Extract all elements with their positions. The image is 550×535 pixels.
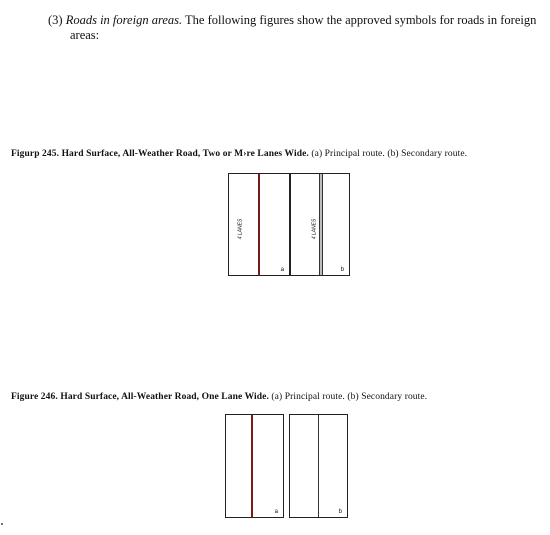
figure-246-panel-a [225, 414, 284, 518]
paragraph-text: The following figures show the approved symbols for roads in foreign [185, 13, 537, 27]
panel-tag-b: b [338, 509, 342, 515]
figure-246-panel-b [289, 414, 348, 518]
figure-246-label: Figure 246. [11, 392, 58, 402]
principal-route-line [251, 415, 253, 517]
figure-246-caption [11, 392, 427, 402]
figure-245-caption [11, 149, 467, 159]
panel-tag-b: b [340, 267, 344, 273]
secondary-route-line [319, 174, 323, 275]
scan-speck [1, 523, 3, 525]
figure-246-parts: (a) Principal route. (b) Secondary route. [271, 392, 428, 402]
panel-tag-a: a [274, 509, 278, 515]
figure-245-panel-b [290, 173, 350, 276]
figure-246-title: Hard Surface, All-Weather Road, One Lane Wide. [60, 392, 269, 402]
lanes-label: 4 LANES [311, 218, 318, 240]
paragraph-lead: Roads in foreign areas. [65, 13, 183, 27]
paragraph-continuation: areas: [70, 28, 100, 42]
figure-245-label: Figurp 245. [11, 149, 60, 159]
paragraph-number: (3) [48, 13, 63, 27]
figure-245-parts: (a) Principal route. (b) Secondary route. [311, 149, 468, 159]
principal-route-line [258, 174, 260, 275]
secondary-route-line [318, 415, 319, 517]
figure-245-title: Hard Surface, All-Weather Road, Two or M›re Lanes Wide. [61, 149, 309, 159]
panel-tag-a: a [280, 267, 284, 273]
intro-paragraph [48, 13, 543, 43]
figure-245-panel-a [228, 173, 290, 276]
lanes-label: 4 LANES [237, 218, 244, 240]
